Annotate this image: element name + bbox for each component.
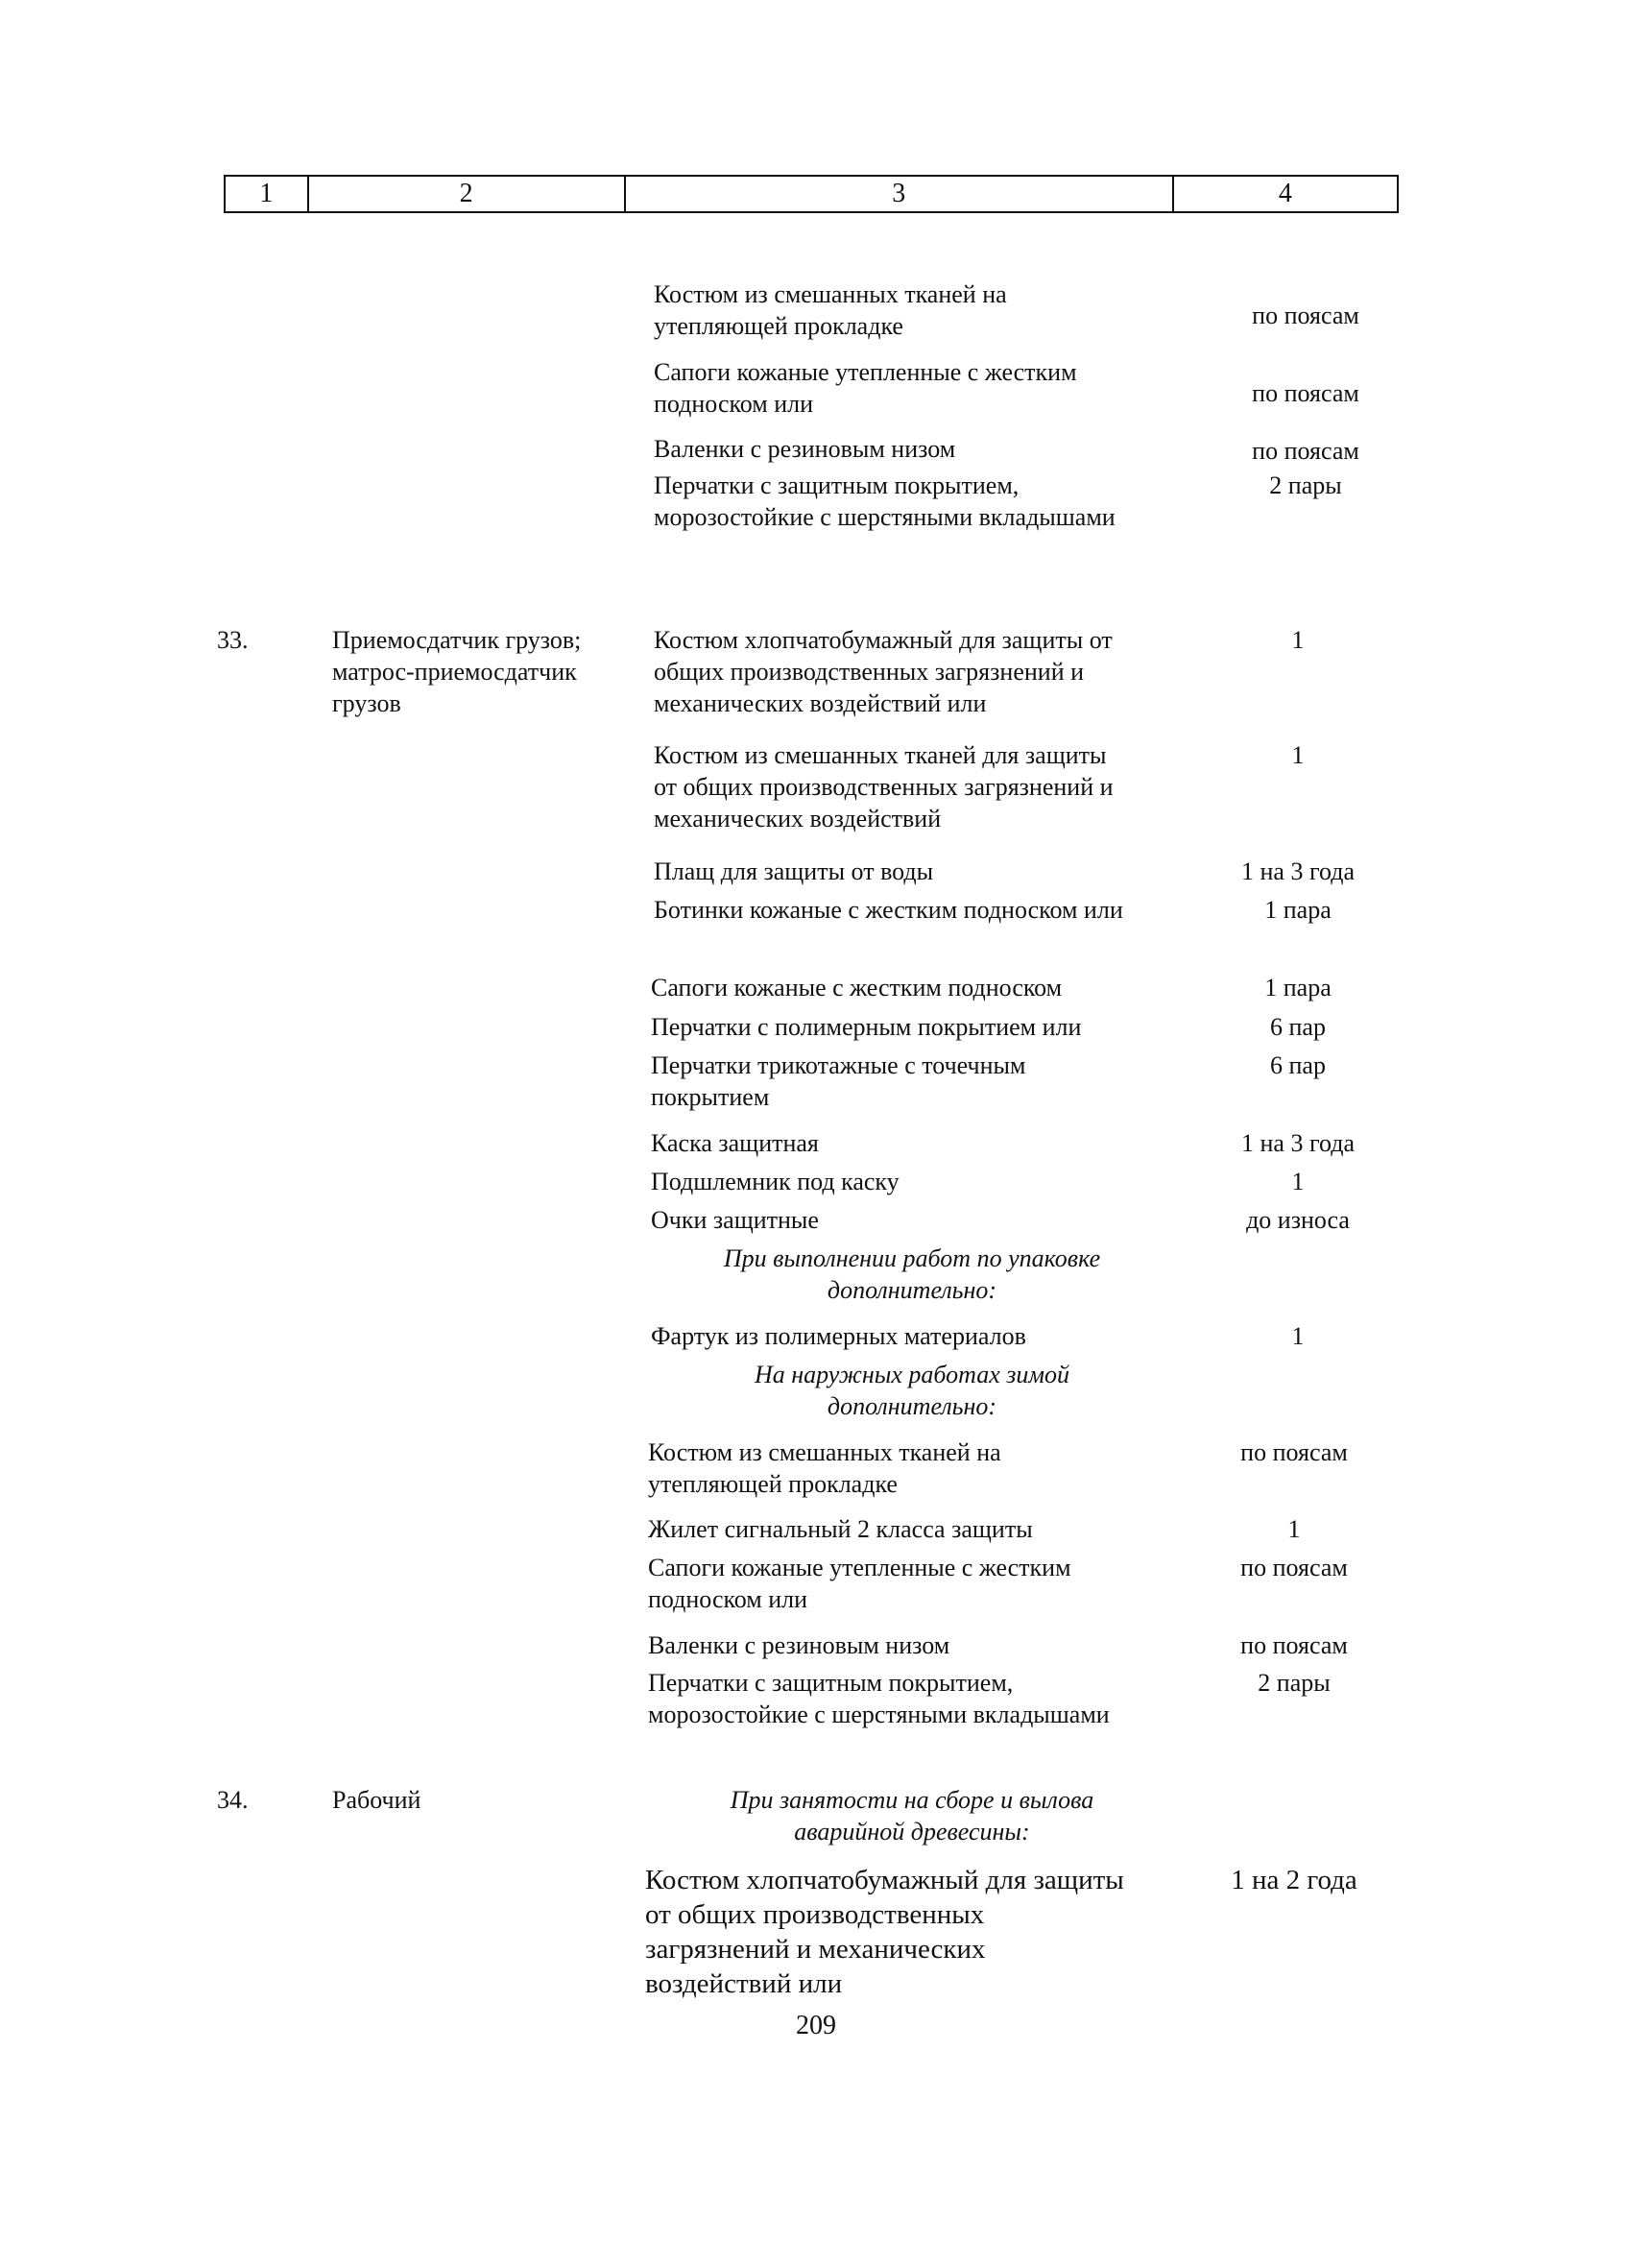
column-header-2: 2 (309, 177, 626, 211)
item-text: Перчатки с защитным покрытием, морозостойкие с шерстяными вкладышами (648, 1669, 1110, 1728)
item-text: Костюм из смешанных тканей для защиты от общих производственных загрязнений и механических воздействий (654, 741, 1114, 832)
item-qty: по поясам (1252, 437, 1359, 465)
item-qty: 1 (1291, 741, 1305, 769)
item-text: Перчатки с защитным покрытием, морозостойкие с шерстяными вкладышами (654, 471, 1116, 531)
item-qty: 6 пар (1270, 1013, 1326, 1041)
item-text: Подшлемник под каску (651, 1168, 900, 1195)
item-qty: 1 (1291, 1168, 1305, 1195)
item-qty: по поясам (1240, 1554, 1348, 1581)
column-header-4: 4 (1278, 179, 1292, 208)
item-text: Очки защитные (651, 1206, 819, 1234)
item-qty: 1 на 3 года (1241, 1129, 1355, 1157)
column-header-1: 1 (226, 177, 309, 211)
column-header-3: 3 (626, 177, 1174, 211)
item-qty: 6 пар (1270, 1051, 1326, 1079)
item-qty: по поясам (1240, 1438, 1348, 1466)
item-text: Сапоги кожаные утепленные с жестким подноском или (654, 358, 1077, 418)
item-text: Валенки с резиновым низом (654, 435, 956, 463)
item-text: Фартук из полимерных материалов (651, 1322, 1026, 1350)
item-text: Сапоги кожаные с жестким подноском (651, 974, 1063, 1001)
section-note: На наружных работах зимой дополнительно: (754, 1361, 1070, 1420)
item-text: Костюм из смешанных тканей на утепляющей прокладке (654, 280, 1007, 340)
item-qty: 1 пара (1264, 974, 1332, 1001)
item-text: Перчатки с полимерным покрытием или (651, 1013, 1082, 1041)
item-text: Жилет сигнальный 2 класса защиты (648, 1515, 1033, 1543)
item-qty: 1 (1287, 1515, 1301, 1543)
item-text: Перчатки трикотажные с точечным покрытием (651, 1051, 1026, 1111)
item-text: Плащ для защиты от воды (654, 857, 934, 885)
item-text: Сапоги кожаные утепленные с жестким подноском или (648, 1554, 1071, 1613)
item-text: Костюм хлопчатобумажный для защиты от общих производственных загрязнений и механических воздействий или (654, 626, 1113, 717)
item-qty: 2 пары (1258, 1669, 1331, 1697)
item-text: Костюм хлопчатобумажный для защиты от общих производственных загрязнений и механических воздействий или (645, 1865, 1124, 1999)
item-text: Костюм из смешанных тканей на утепляющей прокладке (648, 1438, 1001, 1498)
page-number: 209 (796, 2011, 836, 2040)
item-qty: до износа (1246, 1206, 1350, 1234)
item-qty: 1 (1291, 1322, 1305, 1350)
profession-name: Рабочий (332, 1786, 421, 1814)
entry-number: 33. (217, 626, 249, 654)
item-qty: 1 (1291, 626, 1305, 654)
item-text: Валенки с резиновым низом (648, 1631, 950, 1659)
item-qty: по поясам (1240, 1631, 1348, 1659)
item-qty: 2 пары (1269, 471, 1342, 499)
column-header-row (224, 175, 1399, 213)
item-text: Каска защитная (651, 1129, 819, 1157)
profession-name: Приемосдатчик грузов; матрос-приемосдатчик грузов (332, 626, 582, 717)
item-qty: 1 на 3 года (1241, 857, 1355, 885)
item-qty: по поясам (1252, 379, 1359, 407)
section-note: При выполнении работ по упаковке дополнительно: (723, 1244, 1101, 1304)
item-qty: 1 пара (1264, 896, 1332, 924)
item-text: Ботинки кожаные с жестким подноском или (654, 896, 1123, 924)
item-qty: 1 на 2 года (1231, 1865, 1357, 1895)
entry-number: 34. (217, 1786, 249, 1814)
item-qty: по поясам (1252, 302, 1359, 329)
section-note: При занятости на сборе и вылова аварийной древесины: (730, 1786, 1094, 1846)
